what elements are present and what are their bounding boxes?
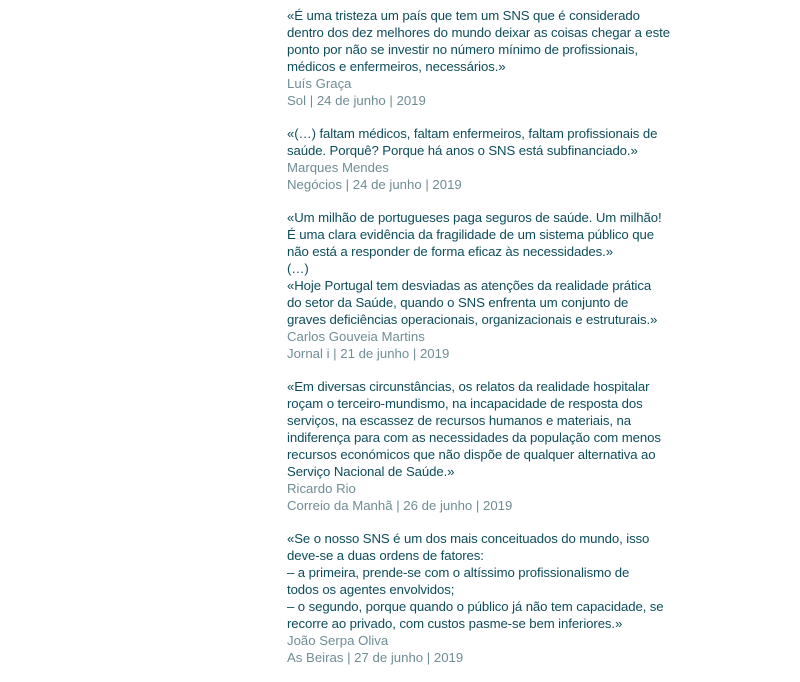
- quote-text-line: «(…) faltam médicos, faltam enfermeiros, faltam profissionais de: [287, 126, 658, 141]
- quote-text-line: serviços, na escassez de recursos humanos e materiais, na: [287, 413, 631, 428]
- quote-text-line: É uma clara evidência da fragilidade de um sistema público que: [287, 227, 654, 242]
- quote-text-line: ponto por não se investir no número mínimo de profissionais,: [287, 42, 638, 57]
- quote-author: Carlos Gouveia Martins: [287, 329, 425, 344]
- quote-author: Luís Graça: [287, 76, 352, 91]
- quote-text-line: saúde. Porquê? Porque há anos o SNS está subfinanciado.»: [287, 143, 638, 158]
- quote-text-line: não está a responder de forma eficaz às necessidades.»: [287, 244, 613, 259]
- quote-text-line: médicos e enfermeiros, necessários.»: [287, 59, 506, 74]
- quote-text-line: dentro dos dez melhores do mundo deixar as coisas chegar a este: [287, 25, 670, 40]
- quote-text-line: Serviço Nacional de Saúde.»: [287, 464, 455, 479]
- quote-text-line: graves deficiências operacionais, organizacionais e estruturais.»: [287, 312, 658, 327]
- quote-source: Correio da Manhã | 26 de junho | 2019: [287, 498, 513, 513]
- quote-source: Jornal i | 21 de junho | 2019: [287, 346, 450, 361]
- quote-text-line: – o segundo, porque quando o público já não tem capacidade, se: [287, 599, 664, 614]
- quote-text-line: (…): [287, 261, 309, 276]
- quote-text-line: «É uma tristeza um país que tem um SNS que é considerado: [287, 8, 640, 23]
- quote-text-line: – a primeira, prende-se com o altíssimo profissionalismo de: [287, 565, 630, 580]
- quote-text-line: indiferença para com as necessidades da população com menos: [287, 430, 661, 445]
- quote-author: Ricardo Rio: [287, 481, 356, 496]
- quote-source: As Beiras | 27 de junho | 2019: [287, 650, 464, 665]
- quote-text-line: «Hoje Portugal tem desviadas as atenções da realidade prática: [287, 278, 652, 293]
- quote-text-line: «Um milhão de portugueses paga seguros de saúde. Um milhão!: [287, 210, 662, 225]
- quotes-column: [287, 7, 687, 682]
- quote-source: Sol | 24 de junho | 2019: [287, 93, 426, 108]
- quote-block: [287, 125, 687, 193]
- quote-text-line: «Se o nosso SNS é um dos mais conceituados do mundo, isso: [287, 531, 650, 546]
- quote-author: João Serpa Oliva: [287, 633, 389, 648]
- quote-text-line: deve-se a duas ordens de fatores:: [287, 548, 484, 563]
- quote-text-line: do setor da Saúde, quando o SNS enfrenta um conjunto de: [287, 295, 629, 310]
- quote-author: Marques Mendes: [287, 160, 389, 175]
- quote-text-line: recorre ao privado, com custos pasme-se bem inferiores.»: [287, 616, 623, 631]
- quote-source: Negócios | 24 de junho | 2019: [287, 177, 462, 192]
- quote-text-line: recursos económicos que não dispõe de qualquer alternativa ao: [287, 447, 656, 462]
- quote-block: [287, 530, 687, 666]
- quote-text-line: «Em diversas circunstâncias, os relatos da realidade hospitalar: [287, 379, 650, 394]
- quote-block: [287, 378, 687, 514]
- quote-block: [287, 209, 687, 362]
- quote-text-line: roçam o terceiro-mundismo, na incapacidade de resposta dos: [287, 396, 643, 411]
- quote-block: [287, 7, 687, 109]
- quote-text-line: todos os agentes envolvidos;: [287, 582, 455, 597]
